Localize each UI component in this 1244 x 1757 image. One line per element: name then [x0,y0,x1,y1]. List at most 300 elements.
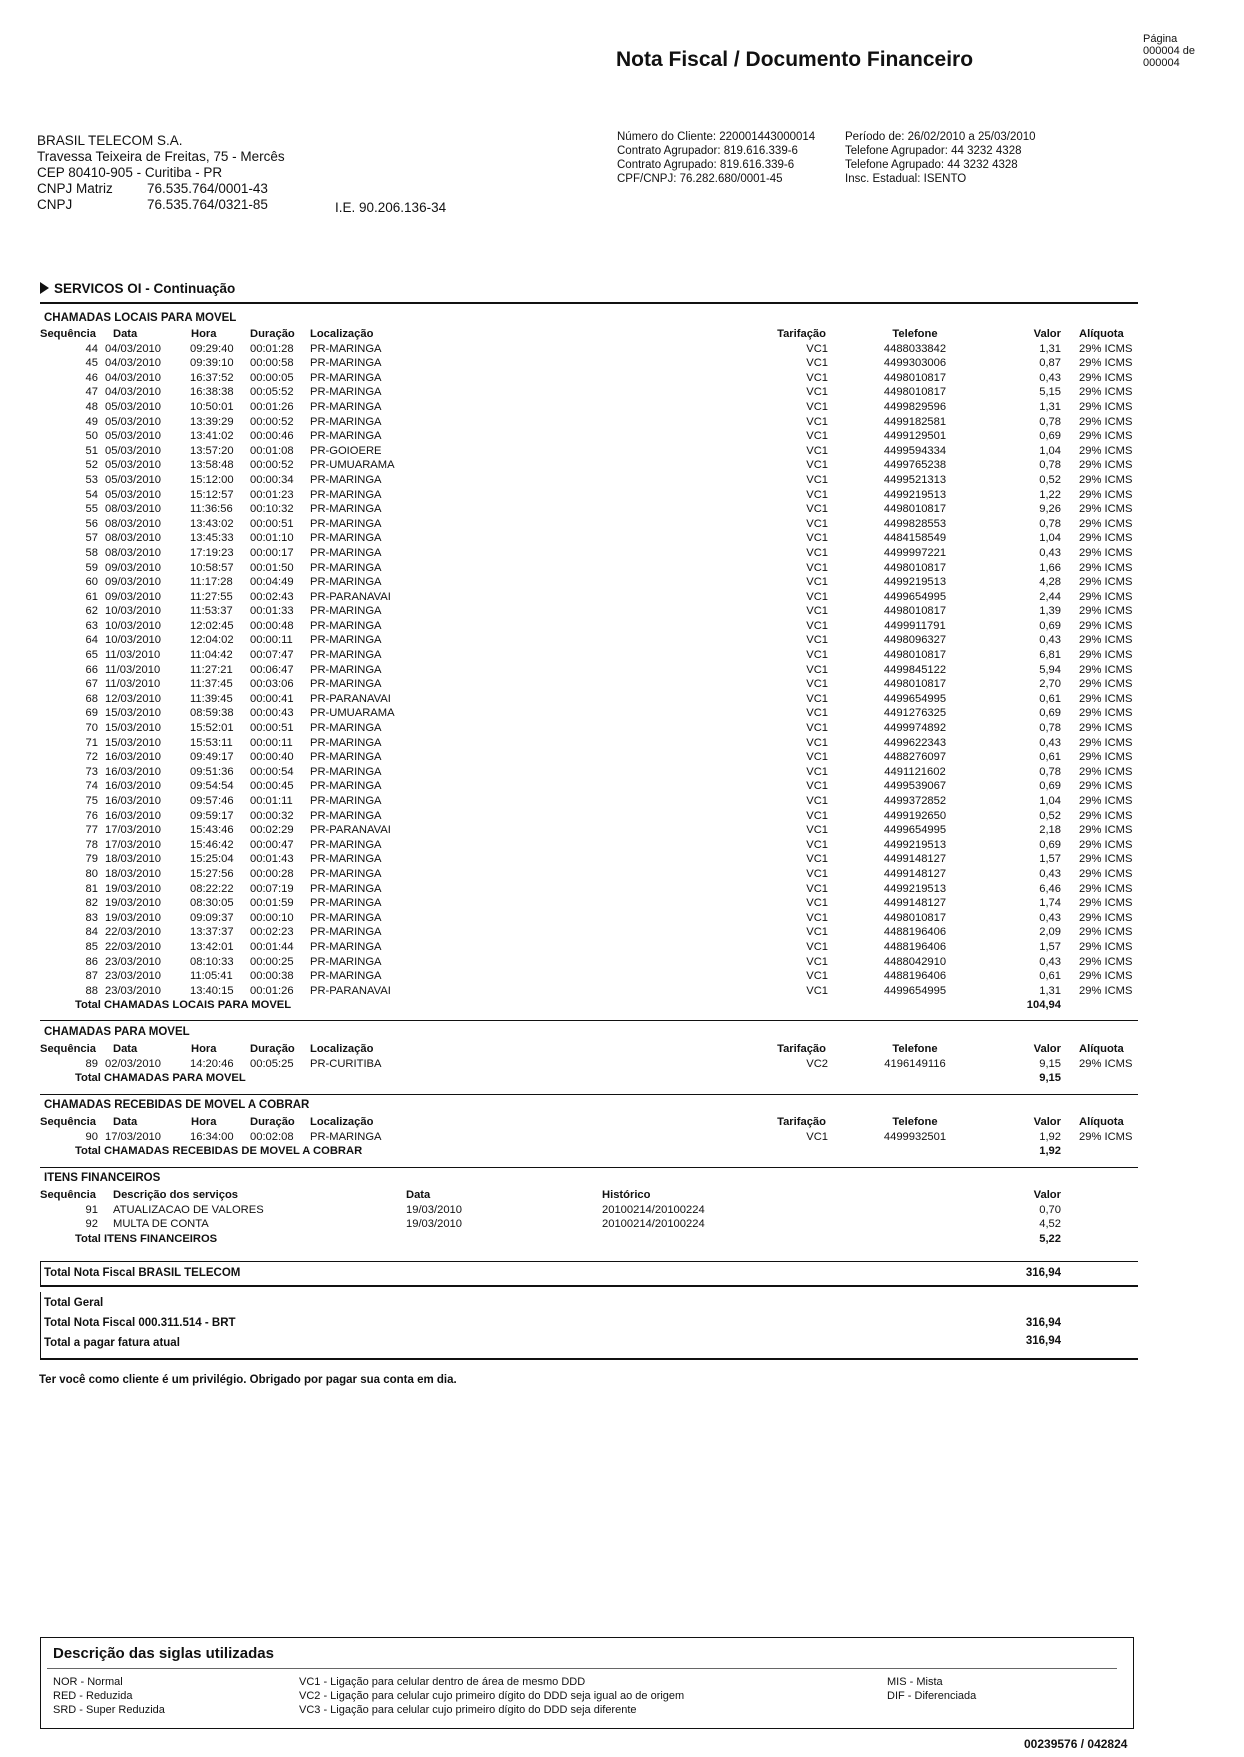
cnpj-label: CNPJ [37,197,73,212]
table-row [40,810,1140,825]
legend-rule [47,1668,1117,1669]
cell-seq: 60 [85,576,98,589]
cell-telefone: 4498010817 [883,649,947,662]
header-data: Data [113,328,138,340]
header-tarifacao: Tarifação [777,1043,826,1055]
cell-seq: 67 [85,678,98,691]
table-row [40,503,1140,518]
cell-duracao: 00:02:08 [250,1130,294,1143]
total-value: 104,94 [1026,999,1061,1012]
legend-item: NOR - Normal [53,1676,123,1688]
cell-duracao: 00:07:19 [250,882,294,895]
cell-hora: 14:20:46 [190,1057,234,1070]
document-number: 00239576 / 042824 [1024,1737,1128,1751]
cell-aliquota: 29% ICMS [1079,678,1133,691]
total-label: Total CHAMADAS PARA MOVEL [75,1072,246,1085]
cell-data: 05/03/2010 [105,444,161,457]
cnpj-value: 76.535.764/0321-85 [147,197,268,212]
cell-tarifacao: VC1 [806,765,828,778]
cell-aliquota: 29% ICMS [1079,459,1133,472]
cell-telefone: 4491276325 [883,707,947,720]
cell-valor: 1,04 [1039,532,1061,545]
table-row [40,678,1140,693]
header-aliquota: Alíquota [1079,328,1124,340]
cell-hora: 16:38:38 [190,386,234,399]
cell-telefone: 4499372852 [883,795,947,807]
cell-data: 22/03/2010 [105,940,161,953]
table-row [40,1131,1140,1146]
cell-tarifacao: VC1 [806,605,828,618]
block-rule [40,1094,1138,1095]
cell-hora: 11:27:55 [190,590,233,603]
cell-telefone: 4499182581 [883,415,947,428]
cell-data: 11/03/2010 [105,649,161,662]
cell-valor: 0,69 [1039,430,1061,443]
cell-hora: 09:09:37 [190,911,234,924]
rows-recebidas [40,1131,1140,1146]
legend-item: VC1 - Ligação para celular dentro de área de mesmo DDD [299,1676,586,1688]
cell-duracao: 00:00:41 [250,692,294,705]
cell-tarifacao: VC1 [806,357,828,370]
cell-valor: 4,52 [1039,1218,1061,1231]
cell-valor: 0,78 [1039,459,1061,472]
cell-telefone: 4196149116 [884,1057,946,1070]
cell-data: 23/03/2010 [105,984,161,997]
legend-item: MIS - Mista [887,1676,943,1688]
total-nota-value: 316,94 [1025,1267,1061,1279]
cell-hora: 11:39:45 [190,692,233,705]
table-row [40,883,1140,898]
cell-localizacao: PR-MARINGA [310,415,382,428]
legend-col-outros [887,1675,976,1703]
cell-valor: 0,69 [1039,619,1061,632]
total-label: Total ITENS FINANCEIROS [75,1232,218,1245]
cell-duracao: 00:00:25 [250,955,294,968]
total-nota-label: Total Nota Fiscal BRASIL TELECOM [44,1267,241,1279]
cell-duracao: 00:02:23 [250,926,294,939]
cell-duracao: 00:00:51 [250,722,294,735]
cell-data: 19/03/2010 [105,911,161,924]
cell-localizacao: PR-MARINGA [310,371,382,384]
cell-data: 15/03/2010 [105,722,161,735]
table-row [40,430,1140,445]
cell-aliquota: 29% ICMS [1079,415,1133,428]
cell-seq: 76 [85,809,98,822]
table-row [40,1204,1140,1219]
cell-telefone: 4499219513 [883,488,947,501]
cell-telefone: 4488196406 [883,926,947,939]
cell-data: 17/03/2010 [105,1130,161,1143]
total-pagar-label: Total a pagar fatura atual [44,1337,180,1349]
cell-hora: 09:29:40 [190,342,234,355]
cell-data: 16/03/2010 [105,751,161,764]
cell-valor: 6,81 [1039,649,1061,662]
cell-telefone: 4499521313 [883,473,947,486]
cell-data: 17/03/2010 [105,824,161,837]
cell-seq: 85 [85,940,98,953]
cell-duracao: 00:00:38 [250,970,294,983]
section-title-text: SERVICOS OI - Continuação [54,281,236,296]
cell-valor: 0,43 [1039,634,1061,647]
cell-hora: 09:57:46 [190,795,234,807]
table-row [40,518,1140,533]
cnpj-matriz-value: 76.535.764/0001-43 [147,181,268,196]
cell-hora: 09:59:17 [190,809,234,822]
cell-data: 05/03/2010 [105,415,161,428]
cell-telefone: 4488196406 [883,940,947,953]
page-title: Nota Fiscal / Documento Financeiro [616,48,974,71]
cell-localizacao: PR-MARINGA [310,488,382,501]
cell-valor: 1,31 [1039,342,1061,355]
cell-data: 16/03/2010 [105,780,161,793]
cell-tarifacao: VC1 [806,634,828,647]
cell-telefone: 4488033842 [883,342,947,355]
table-row [40,824,1140,839]
cell-hora: 13:45:33 [190,532,234,545]
company-cep: CEP 80410-905 - Curitiba - PR [37,165,223,180]
period-info [845,130,1036,186]
cell-aliquota: 29% ICMS [1079,751,1133,764]
cell-duracao: 00:00:32 [250,809,294,822]
cell-valor: 2,70 [1039,678,1061,691]
total-label: Total CHAMADAS LOCAIS PARA MOVEL [75,999,292,1012]
cell-seq: 63 [85,619,98,632]
cell-telefone: 4499539067 [883,780,947,793]
cell-aliquota: 29% ICMS [1079,561,1133,574]
cell-localizacao: PR-MARINGA [310,386,382,399]
cell-tarifacao: VC1 [806,955,828,968]
cell-seq: 49 [85,415,98,428]
cell-hora: 09:49:17 [190,751,234,764]
cell-seq: 84 [85,926,98,939]
cell-hora: 11:53:37 [190,605,233,618]
cell-tarifacao: VC1 [806,400,828,413]
cell-telefone: 4499192650 [883,809,947,822]
cell-seq: 73 [85,765,98,778]
cell-hora: 08:30:05 [190,897,234,910]
cell-valor: 0,70 [1039,1203,1061,1216]
cell-duracao: 00:01:28 [250,342,294,355]
cell-data: 19/03/2010 [105,897,161,910]
cell-hora: 13:39:29 [190,415,234,428]
cell-duracao: 00:00:17 [250,546,294,559]
cell-tarifacao: VC1 [806,838,828,851]
rows-financeiros [40,1204,1140,1233]
cell-valor: 9,26 [1039,503,1061,516]
cell-tarifacao: VC1 [806,882,828,895]
table-row [40,576,1140,591]
cpf-cnpj: CPF/CNPJ: 76.282.680/0001-45 [617,173,783,185]
cell-aliquota: 29% ICMS [1079,444,1133,457]
cell-aliquota: 29% ICMS [1079,488,1133,501]
cell-data: 17/03/2010 [105,838,161,851]
cell-tarifacao: VC1 [806,722,828,735]
cell-hora: 11:05:41 [190,970,233,983]
cell-localizacao: PR-UMUARAMA [310,459,395,472]
cell-tarifacao: VC1 [806,1130,828,1143]
cell-localizacao: PR-MARINGA [310,649,382,662]
cell-aliquota: 29% ICMS [1079,503,1133,516]
cell-seq: 69 [85,707,98,720]
cell-duracao: 00:00:52 [250,459,294,472]
cell-hora: 11:04:42 [190,649,233,662]
cell-localizacao: PR-MARINGA [310,619,382,632]
header-duracao: Duração [250,1116,295,1128]
cell-aliquota: 29% ICMS [1079,970,1133,983]
cell-localizacao: PR-UMUARAMA [310,707,395,720]
cell-telefone: 4498096327 [883,634,947,647]
cell-historico: 20100214/20100224 [602,1203,705,1216]
cell-aliquota: 29% ICMS [1079,605,1133,618]
header-seq: Sequência [40,1116,96,1128]
cell-localizacao: PR-MARINGA [310,897,382,910]
cell-data: 05/03/2010 [105,459,161,472]
cell-valor: 1,57 [1039,853,1061,866]
header-localizacao: Localização [310,1116,374,1128]
cell-valor: 0,78 [1039,517,1061,530]
total-value: 5,22 [1039,1232,1061,1245]
cell-data: 19/03/2010 [105,882,161,895]
cell-hora: 15:52:01 [190,722,234,735]
cell-seq: 59 [85,561,98,574]
cell-aliquota: 29% ICMS [1079,1130,1133,1143]
legend-item: DIF - Diferenciada [887,1690,977,1702]
cell-hora: 12:02:45 [190,619,234,632]
cell-valor: 0,78 [1039,415,1061,428]
cell-telefone: 4499303006 [883,357,947,370]
cell-localizacao: PR-MARINGA [310,853,382,866]
cell-valor: 1,74 [1039,897,1061,910]
cell-tarifacao: VC1 [806,984,828,997]
cell-localizacao: PR-GOIOERE [310,444,382,457]
cell-telefone: 4499654995 [883,824,947,837]
table-row [40,547,1140,562]
table-row [40,357,1140,372]
cell-aliquota: 29% ICMS [1079,649,1133,662]
cell-hora: 15:53:11 [190,736,233,749]
cell-hora: 15:25:04 [190,853,234,866]
cell-localizacao: PR-MARINGA [310,605,382,618]
header-valor: Valor [1033,1189,1061,1201]
table-row [40,532,1140,547]
table-row [40,926,1140,941]
header-duracao: Duração [250,328,295,340]
block-rule [40,1167,1138,1168]
cell-seq: 50 [85,430,98,443]
cell-valor: 0,69 [1039,780,1061,793]
cell-aliquota: 29% ICMS [1079,619,1133,632]
cell-telefone: 4499219513 [883,576,947,589]
legend-item: VC3 - Ligação para celular cujo primeiro dígito do DDD seja diferente [299,1704,637,1716]
table-row [40,722,1140,737]
block-title-movel: CHAMADAS PARA MOVEL [44,1026,190,1038]
cell-localizacao: PR-MARINGA [310,838,382,851]
section-rule [40,302,1138,304]
cell-telefone: 4499219513 [883,838,947,851]
cell-localizacao: PR-MARINGA [310,867,382,880]
cell-valor: 1,04 [1039,444,1061,457]
cell-valor: 6,46 [1039,882,1061,895]
table-row [40,956,1140,971]
cell-telefone: 4499911791 [884,619,946,632]
cell-tarifacao: VC1 [806,430,828,443]
cell-telefone: 4498010817 [883,371,947,384]
cell-duracao: 00:01:50 [250,561,294,574]
cell-localizacao: PR-MARINGA [310,1130,382,1143]
cell-telefone: 4499828553 [883,517,947,530]
cell-aliquota: 29% ICMS [1079,897,1133,910]
cell-aliquota: 29% ICMS [1079,722,1133,735]
cell-tarifacao: VC1 [806,444,828,457]
cell-valor: 0,43 [1039,371,1061,384]
cell-duracao: 00:06:47 [250,663,294,676]
cell-aliquota: 29% ICMS [1079,546,1133,559]
table-row [40,649,1140,664]
cell-localizacao: PR-MARINGA [310,911,382,924]
cell-valor: 0,43 [1039,955,1061,968]
cell-seq: 64 [85,634,98,647]
cell-seq: 58 [85,546,98,559]
cell-seq: 56 [85,517,98,530]
cell-seq: 86 [85,955,98,968]
cell-telefone: 4499765238 [883,459,947,472]
cell-tarifacao: VC1 [806,663,828,676]
cell-data: 16/03/2010 [105,809,161,822]
cell-seq: 80 [85,867,98,880]
cell-hora: 11:37:45 [190,678,233,691]
cell-hora: 13:58:48 [190,459,234,472]
cell-seq: 74 [85,780,98,793]
header-aliquota: Alíquota [1079,1116,1124,1128]
cell-duracao: 00:01:26 [250,400,294,413]
cell-seq: 51 [85,444,98,457]
cell-seq: 83 [85,911,98,924]
cell-telefone: 4491121602 [884,765,946,778]
cell-data: 12/03/2010 [105,692,161,705]
cell-telefone: 4499932501 [883,1130,947,1143]
cell-data: 19/03/2010 [406,1218,462,1231]
cell-localizacao: PR-PARANAVAI [310,692,391,705]
total-row-recebidas [40,1145,1140,1160]
cell-tarifacao: VC1 [806,576,828,589]
table-row [40,912,1140,927]
cell-localizacao: PR-MARINGA [310,503,382,516]
cell-valor: 2,44 [1039,590,1061,603]
cell-aliquota: 29% ICMS [1079,576,1133,589]
table-locais [40,328,1140,1014]
company-info [37,133,285,213]
cell-hora: 17:19:23 [190,546,234,559]
cell-valor: 1,22 [1039,488,1061,501]
total-nf-label: Total Nota Fiscal 000.311.514 - BRT [44,1317,236,1329]
cell-data: 15/03/2010 [105,707,161,720]
cell-hora: 15:12:57 [190,488,234,501]
cell-duracao: 00:05:25 [250,1057,294,1070]
cell-localizacao: PR-CURITIBA [310,1057,382,1070]
cell-duracao: 00:00:51 [250,517,294,530]
cell-aliquota: 29% ICMS [1079,663,1133,676]
table-header [40,328,1140,343]
periodo: Período de: 26/02/2010 a 25/03/2010 [845,131,1036,143]
cell-seq: 70 [85,722,98,735]
header-telefone: Telefone [892,1116,938,1128]
cell-tarifacao: VC2 [806,1057,828,1070]
table-row [40,780,1140,795]
cell-duracao: 00:00:52 [250,415,294,428]
cell-tarifacao: VC1 [806,342,828,355]
cell-hora: 11:27:21 [190,663,233,676]
cnpj-matriz-label: CNPJ Matriz [37,181,113,196]
cell-valor: 0,69 [1039,707,1061,720]
cell-localizacao: PR-MARINGA [310,795,382,807]
legend-title: Descrição das siglas utilizadas [53,1645,274,1662]
cell-tarifacao: VC1 [806,940,828,953]
legend-col-tarifas [53,1675,165,1717]
cell-aliquota: 29% ICMS [1079,765,1133,778]
cell-telefone: 4499148127 [883,867,947,880]
header-valor: Valor [1033,1116,1061,1128]
cell-seq: 75 [85,795,98,807]
total-pagar-value: 316,94 [1025,1335,1061,1347]
cell-seq: 71 [85,736,98,749]
cell-seq: 62 [85,605,98,618]
cell-localizacao: PR-MARINGA [310,430,382,443]
cell-localizacao: PR-MARINGA [310,940,382,953]
cell-data: 08/03/2010 [105,546,161,559]
cell-seq: 88 [85,984,98,997]
cell-valor: 0,87 [1039,357,1061,370]
cell-telefone: 4498010817 [883,386,947,399]
cell-duracao: 00:01:59 [250,897,294,910]
cell-duracao: 00:00:05 [250,371,294,384]
cell-data: 10/03/2010 [105,605,161,618]
block-title-financeiros: ITENS FINANCEIROS [44,1172,161,1184]
table-row [40,707,1140,722]
rows-locais [40,343,1140,1000]
cell-valor: 0,78 [1039,765,1061,778]
cell-localizacao: PR-MARINGA [310,678,382,691]
cell-aliquota: 29% ICMS [1079,809,1133,822]
table-row [40,416,1140,431]
cell-duracao: 00:00:46 [250,430,294,443]
cell-valor: 0,61 [1039,751,1061,764]
table-row [40,664,1140,679]
cell-aliquota: 29% ICMS [1079,707,1133,720]
table-row [40,693,1140,708]
total-row-locais [40,999,1140,1014]
legend-item: RED - Reduzida [53,1690,133,1702]
cell-data: 23/03/2010 [105,970,161,983]
cell-duracao: 00:00:54 [250,765,294,778]
totals-bracket-left [40,1261,41,1287]
cell-aliquota: 29% ICMS [1079,984,1133,997]
cell-aliquota: 29% ICMS [1079,342,1133,355]
cell-telefone: 4499654995 [883,984,947,997]
cell-localizacao: PR-MARINGA [310,561,382,574]
cell-telefone: 4499622343 [883,736,947,749]
cell-aliquota: 29% ICMS [1079,386,1133,399]
header-data: Data [113,1116,138,1128]
cell-data: 08/03/2010 [105,532,161,545]
page-number [1143,33,1233,69]
cell-hora: 13:40:15 [190,984,234,997]
cell-data: 23/03/2010 [105,955,161,968]
cell-localizacao: PR-PARANAVAI [310,824,391,837]
table-row [40,634,1140,649]
cell-localizacao: PR-MARINGA [310,751,382,764]
cell-tarifacao: VC1 [806,459,828,472]
cell-hora: 09:39:10 [190,357,234,370]
